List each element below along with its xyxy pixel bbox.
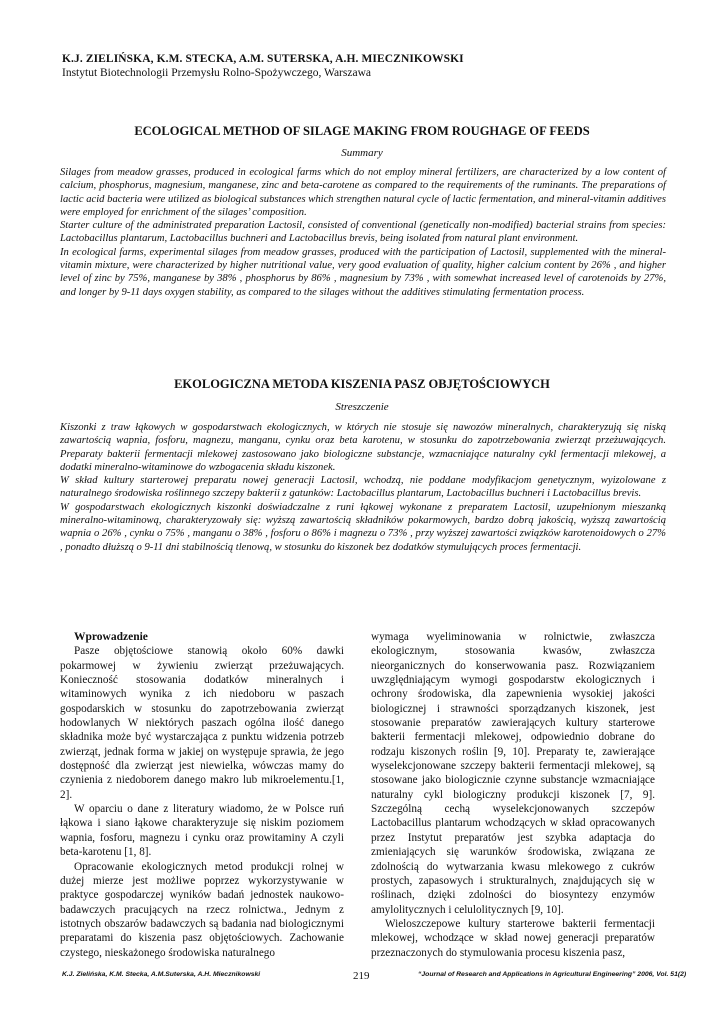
polish-title: EKOLOGICZNA METODA KISZENIA PASZ OBJĘTOŚCIOWYCH	[174, 377, 550, 391]
body-paragraph: W oparciu o dane z literatury wiadomo, że w Polsce ruń łąkowa i siano łąkowe charakteryzuje się niskim poziomem wapnia, fosforu, magnezu i cynku oraz prowitaminy A czyli beta-karotenu [1, 8].	[60, 803, 344, 859]
abstract-paragraph: Starter culture of the administrated preparation Lactosil, consisted of conventional (genetically non-modified) bacterial strains from species: Lactobacillus plantarum, Lactobacillus buchneri and Lactobacillus brevis, being isolated from natural plant environment.	[60, 220, 666, 245]
affiliation: Instytut Biotechnologii Przemysłu Rolno-Spożywczego, Warszawa	[62, 67, 371, 79]
abstract-paragraph: In ecological farms, experimental silages from meadow grasses, produced with the participation of Lactosil, supplemented with the mineral-vitamin mixture, were characterized by higher nutritional value, very good evaluation of quality, higher calcium content by 26% , and higher level of zinc by 75%, manganese by 38% , phosphorus by 86% , magnesium by 73% , with somewhat increased level of carotenoids by 27%, and longer by 9-11 days oxygen stability, as compared to the silages without the additives stimulating fermentation process.	[60, 246, 666, 298]
authors: K.J. ZIELIŃSKA, K.M. STECKA, A.M. SUTERSKA, A.H. MIECZNIKOWSKI	[62, 53, 464, 65]
abstract-paragraph: W skład kultury starterowej preparatu nowej generacji Lactosil, wchodzą, nie poddane modyfikacjom genetycznym, wyizolowane z naturalnego środowiska roślinnego szczepy bakterii z gatunków: Lactobacillus plantarum, Lactobacillus buchneri i Lactobacillus brevis.	[60, 475, 666, 500]
body-paragraph: Pasze objętościowe stanowią około 60% dawki pokarmowej w żywieniu zwierząt przeżuwających. Konieczność stosowania dodatków mineralnych i witaminowych wynika z ich niedoboru w paszach gospodarskich w stosunku do zapotrzebowania zwierząt hodowlanych W niektórych paszach ogólna ilość danego składnika może być wystarczająca z punktu widzenia potrzeb zwierząt, jednak forma w jakiej on występuje sprawia, że jego dostępność dla zwierząt jest niewielka, wówczas mamy do czynienia z niedoborem danego makro lub mikroelementu.[1, 2].	[60, 645, 344, 801]
polish-abstract	[60, 421, 666, 554]
footer-journal: “Journal of Research and Applications in Agricultural Engineering” 2006, Vol. 51(2)	[418, 971, 687, 978]
english-title: ECOLOGICAL METHOD OF SILAGE MAKING FROM ROUGHAGE OF FEEDS	[134, 124, 590, 138]
english-abstract	[60, 166, 666, 299]
footer-authors: K.J. Zielińska, K.M. Stecka, A.M.Suterska, A.H. Miecznikowski	[62, 971, 261, 978]
abstract-paragraph: Silages from meadow grasses, produced in ecological farms which do not employ mineral fertilizers, are characterized by a low content of calcium, phosphorus, magnesium, manganese, zinc and beta-carotene as compared to the requirements of the ruminants. The preparations of lactic acid bacteria were utilized as biological substances which strengthen natural cycle of lactic fermentation, and mineral-vitamin additives were employed for enrichment of the silages’ composition.	[60, 167, 666, 218]
summary-heading: Summary	[341, 147, 383, 159]
body-column-left	[60, 630, 344, 960]
page-number: 219	[353, 970, 370, 982]
section-title: Wprowadzenie	[74, 631, 148, 643]
body-paragraph: Opracowanie ekologicznych metod produkcji rolnej w dużej mierze jest możliwe poprzez wykorzystywanie w praktyce gospodarczej wyników badań jednostek naukowo-badawczych pracujących na rzecz rolnictwa., Jednym z istotnych obszarów badawczych są badania nad biologicznymi preparatami do kiszenia pasz objętościowych. Zachowanie czystego, nieskażonego środowiska naturalnego	[60, 860, 344, 959]
abstract-paragraph: Kiszonki z traw łąkowych w gospodarstwach ekologicznych, w których nie stosuje się nawozów mineralnych, charakteryzują się niską zawartością wapnia, fosforu, magnezu, manganu, cynku oraz beta karotenu, w stosunku do zapotrzebowania zwierząt przeżuwających. Preparaty bakterii fermentacji mlekowej zastosowano jako biologiczne substancje, wzmacniające naturalny cykl fermentacji mlekowej, a dodatki mineralno-witaminowe do wzbogacenia składu kiszonek.	[60, 422, 666, 473]
body-paragraph: wymaga wyeliminowania w rolnictwie, zwłaszcza ekologicznym, stosowania kwasów, zwłaszcza nieorganicznych do konserwowania pasz. Rozwiązaniem uwzględniającym wymogi gospodarstw ekologicznych i ochrony środowiska, dla zapewnienia wysokiej jakości biologicznej i strawności sporządzanych kiszonek, jest stosowanie preparatów zawierających kultury starterowe bakterii fermentacji mlekowej, odpowiednio dobrane do rodzaju kiszonych roślin [9, 10]. Preparaty te, zawierające wyselekcjonowane szczepy bakterii fermentacji mlekowej, są stosowane jako biologicznie czynne substancje wzmacniające naturalny cykl biologiczny produkcji kiszonek [7, 9]. Szczególną cechą wyselekcjonowanych szczepów Lactobacillus plantarum wchodzących w skład opracowanych przez Instytut preparatów jest szybka adaptacja do zmieniających się warunków środowiska, związana ze zdolnością do wytwarzania kwasu mlekowego z cukrów prostych, zapasowych i strukturalnych, znajdujących się w roślinach, dzięki zdolności do biosyntezy enzymów amylolitycznych i celulolitycznych [9, 10].	[371, 631, 655, 916]
streszczenie-heading: Streszczenie	[335, 401, 389, 413]
body-column-right	[371, 630, 655, 960]
body-paragraph: Wieloszczepowe kultury starterowe bakterii fermentacji mlekowej, wchodzące w skład nowej generacji preparatów przeznaczonych do stymulowania procesu kiszenia pasz,	[371, 917, 655, 959]
abstract-paragraph: W gospodarstwach ekologicznych kiszonki doświadczalne z runi łąkowej wykonane z preparatem Lactosil, uzupełnionym mieszanką mineralno-witaminową, charakteryzowały się: wyższą zawartością składników pokarmowych, bardzo dobrą jakością, wyższą zawartością wapnia o 26% , cynku o 75% , manganu o 38% , fosforu o 86% i magnezu o 73% , przy wyższej zawartości związków karotenoidowych o 27% , ponadto dłuższą o 9-11 dni stabilnością tlenową, w stosunku do kiszonek bez dodatków stymulujących proces fermentacji.	[60, 501, 666, 553]
